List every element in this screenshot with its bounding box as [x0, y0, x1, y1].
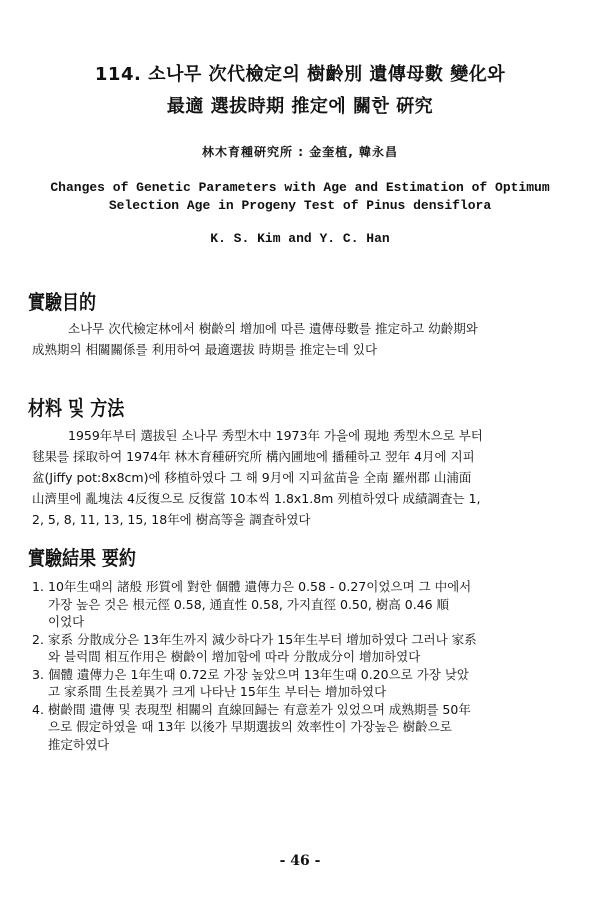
title-line-2: 最適 選拔時期 推定에 關한 硏究	[166, 96, 434, 117]
text-line: 고 家系間 生長差異가 크게 나타난 15年生 부터는 增加하였다	[48, 684, 387, 699]
text-line: 1959年부터 選拔된 소나무 秀型木中 1973年 가을에 現地 秀型木으로 부터	[68, 428, 483, 443]
text-line: 毬果를 採取하여 1974年 林木育種硏究所 構內圃地에 播種하고 翌年 4月에 지피	[32, 449, 475, 464]
list-item	[32, 701, 580, 754]
list-item	[32, 578, 580, 631]
item-number: 1.	[32, 579, 44, 594]
text-line: 盆(Jiffy pot:8x8cm)에 移植하였다 그 해 9月에 지피盆苗을 全南 羅州郡 山浦面	[32, 470, 472, 485]
item-number: 4.	[32, 701, 44, 717]
text-line: 樹齡間 遺傳 및 表現型 相關의 直線回歸는 有意差가 있었으며 成熟期를 50年	[48, 701, 471, 717]
english-title-line-1: Changes of Genetic Parameters with Age and Estimation of Optimum	[50, 180, 550, 195]
text-line: 소나무 次代檢定林에서 樹齡의 增加에 따른 遺傳母數를 推定하고 幼齡期와	[68, 321, 478, 336]
heading-results: 實驗結果 要約	[28, 546, 136, 570]
text-line: 2, 5, 8, 11, 13, 15, 18年에 樹高等을 調査하였다	[32, 512, 311, 527]
text-line: 가장 높은 것은 根元徑 0.58, 通直性 0.58, 가지直徑 0.50, 樹高 0.46 順	[48, 596, 450, 612]
text-line: 山濟里에 亂塊法 4反復으로 反復當 10本씩 1.8x1.8m 列植하였다 成績調査는 1,	[32, 491, 481, 506]
list-item	[32, 666, 580, 701]
text-line: 이었다	[48, 614, 85, 629]
materials-paragraph	[32, 425, 580, 530]
heading-purpose: 實驗目的	[28, 290, 96, 314]
text-line: 10年生때의 諸般 形質에 對한 個體 遺傳力은 0.58 - 0.27이었으며 그 中에서	[48, 579, 472, 594]
text-line: 成熟期의 相關關係를 利用하여 最適選拔 時期를 推定는데 있다	[32, 342, 378, 357]
title-line-1: 114. 소나무 次代檢定의 樹齡別 遺傳母數 變化와	[94, 64, 506, 85]
text-line: 推定하였다	[48, 736, 110, 752]
text-line: 個體 遺傳力은 1年生때 0.72로 가장 높았으며 13年生때 0.20으로 가장 낮았	[48, 666, 469, 682]
text-line: 家系 分散成分은 13年生까지 減少하다가 15年生부터 增加하였다 그러나 家系	[48, 631, 477, 647]
affiliation: 林木育種硏究所 : 金奎植, 韓永昌	[202, 145, 398, 159]
page-number: - 46 -	[279, 853, 321, 869]
list-item	[32, 631, 580, 666]
item-number: 2.	[32, 631, 44, 647]
results-list	[32, 578, 580, 753]
heading-materials: 材料 및 方法	[28, 396, 125, 420]
purpose-paragraph	[32, 318, 580, 360]
text-line: 으로 假定하였을 때 13年 以後가 早期選拔의 效率性이 가장높은 樹齡으로	[48, 719, 452, 734]
item-number: 3.	[32, 666, 44, 682]
english-authors: K. S. Kim and Y. C. Han	[210, 231, 390, 246]
english-title-line-2: Selection Age in Progeny Test of Pinus densiflora	[108, 198, 492, 213]
text-line: 와 블럭間 相互作用은 樹齡이 增加함에 따라 分散成分이 增加하였다	[48, 649, 421, 664]
